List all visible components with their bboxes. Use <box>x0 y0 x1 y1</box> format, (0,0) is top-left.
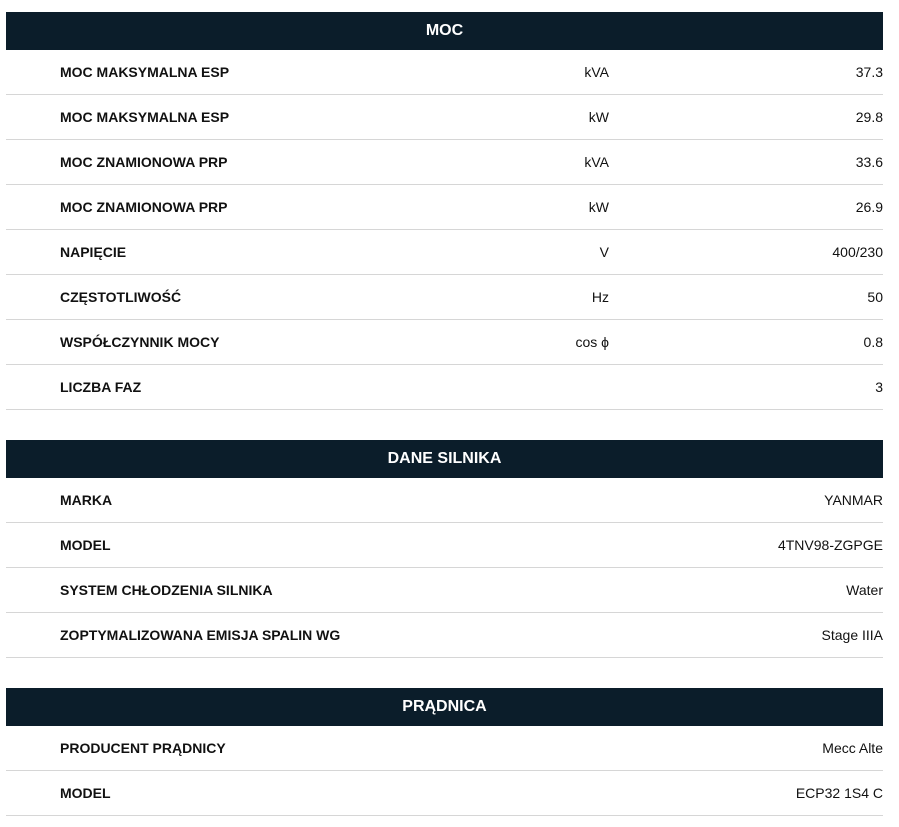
table-row <box>6 613 883 658</box>
table-row <box>6 478 883 523</box>
table-row <box>6 95 883 140</box>
row-label: SYSTEM CHŁODZENIA SILNIKA <box>60 582 273 598</box>
row-label: MODEL <box>60 537 111 553</box>
table-row <box>6 365 883 410</box>
row-unit: kVA <box>584 154 609 170</box>
section-alternator <box>6 688 883 816</box>
row-label: WSPÓŁCZYNNIK MOCY <box>60 334 220 350</box>
section-title: MOC <box>6 12 883 50</box>
section-title: DANE SILNIKA <box>6 440 883 478</box>
section-title: PRĄDNICA <box>6 688 883 726</box>
row-value: 0.8 <box>863 334 883 350</box>
row-value: 26.9 <box>855 199 883 215</box>
row-value: 3 <box>875 379 883 395</box>
spec-tables <box>6 12 883 816</box>
row-value: YANMAR <box>824 492 883 508</box>
row-unit: V <box>599 244 609 260</box>
table-row <box>6 568 883 613</box>
table-row <box>6 50 883 95</box>
table-row <box>6 523 883 568</box>
row-unit: kVA <box>584 64 609 80</box>
section-engine <box>6 440 883 658</box>
row-unit: kW <box>588 199 609 215</box>
table-row <box>6 726 883 771</box>
row-value: 33.6 <box>855 154 883 170</box>
row-label: MARKA <box>60 492 113 508</box>
table-row <box>6 230 883 275</box>
row-value: 4TNV98-ZGPGE <box>777 537 883 553</box>
row-label: MODEL <box>60 785 111 801</box>
row-value: Water <box>846 582 883 598</box>
table-row <box>6 320 883 365</box>
row-value: 37.3 <box>855 64 883 80</box>
row-unit: Hz <box>591 289 609 305</box>
table-row <box>6 771 883 816</box>
row-label: NAPIĘCIE <box>60 244 127 260</box>
table-row <box>6 275 883 320</box>
row-value: Mecc Alte <box>822 740 883 756</box>
row-label: MOC MAKSYMALNA ESP <box>60 64 230 80</box>
row-value: Stage IIIA <box>821 627 883 643</box>
row-unit: cos ϕ <box>575 334 609 350</box>
table-row <box>6 140 883 185</box>
row-unit: kW <box>588 109 609 125</box>
row-label: MOC ZNAMIONOWA PRP <box>60 154 228 170</box>
row-label: PRODUCENT PRĄDNICY <box>60 740 226 756</box>
row-label: MOC ZNAMIONOWA PRP <box>60 199 228 215</box>
row-value: ECP32 1S4 C <box>795 785 883 801</box>
row-label: ZOPTYMALIZOWANA EMISJA SPALIN WG <box>60 627 341 643</box>
table-row <box>6 185 883 230</box>
row-label: MOC MAKSYMALNA ESP <box>60 109 230 125</box>
row-value: 50 <box>867 289 883 305</box>
row-value: 400/230 <box>832 244 883 260</box>
section-power <box>6 12 883 410</box>
row-label: LICZBA FAZ <box>60 379 142 395</box>
row-label: CZĘSTOTLIWOŚĆ <box>60 289 182 305</box>
row-value: 29.8 <box>855 109 883 125</box>
